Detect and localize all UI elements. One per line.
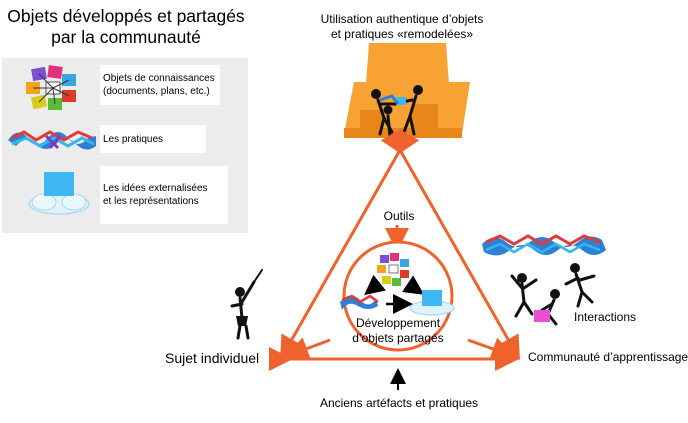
legacy-artifacts-label: Anciens artéfacts et pratiques xyxy=(319,396,479,410)
individual-subject-label: Sujet individuel xyxy=(165,350,260,366)
center-label-line2: d’objets partagés xyxy=(352,331,444,345)
top-label-line2: et pratiques «remodelées» xyxy=(330,27,474,41)
center-label xyxy=(340,316,456,346)
tools-label: Outils xyxy=(379,209,419,224)
top-label-line1: Utilisation authentique d’objets xyxy=(320,12,484,26)
legend-item-label-line1: Les idées externalisées xyxy=(103,183,208,194)
interaction-object xyxy=(534,310,550,322)
community-practices-icon xyxy=(482,236,606,256)
legend-item-label-line2: et les représentations xyxy=(103,196,199,207)
legend-item-label-line1: Objets de connaissances xyxy=(103,73,215,84)
center-label-line1: Développement xyxy=(355,316,441,330)
legend-title-line2: par la communauté xyxy=(51,27,201,47)
learning-community-label: Communauté d’apprentissage xyxy=(528,350,688,364)
interactions-label: Interactions xyxy=(574,310,637,324)
legend-item-label-line2: (documents, plans, etc.) xyxy=(103,86,210,97)
individual-figure xyxy=(232,270,262,338)
legend-item-label: Les pratiques xyxy=(103,134,164,145)
stage-scene xyxy=(344,43,470,138)
top-label xyxy=(310,12,494,42)
legend-title-line1: Objets développés et partagés xyxy=(7,6,245,26)
